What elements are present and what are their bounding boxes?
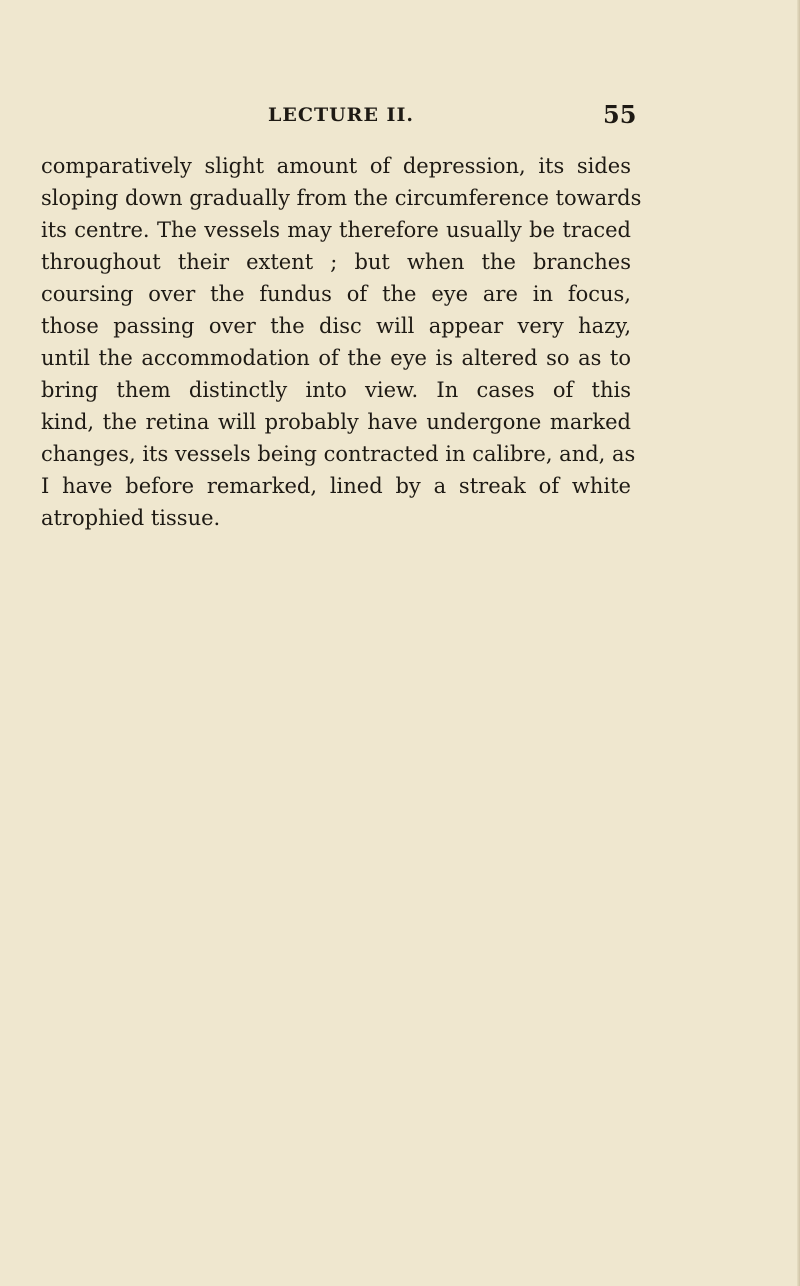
text-line: throughout their extent ; but when the branches: [41, 250, 631, 274]
text-line: until the accommodation of the eye is altered so as to: [41, 346, 631, 370]
text-line: sloping down gradually from the circumference towards: [41, 186, 642, 210]
text-line: comparatively slight amount of depression, its sides: [41, 154, 631, 178]
text-line: kind, the retina will probably have undergone marked: [41, 410, 631, 434]
running-head: [0, 100, 800, 134]
page-number: 55: [603, 100, 637, 129]
text-line: I have before remarked, lined by a streak of white: [41, 474, 631, 498]
running-title: LECTURE II.: [268, 104, 414, 126]
text-line-last: atrophied tissue.: [41, 506, 221, 530]
text-line: its centre. The vessels may therefore usually be traced: [41, 218, 631, 242]
text-line: those passing over the disc will appear very hazy,: [41, 314, 631, 338]
text-line: changes, its vessels being contracted in calibre, and, as: [41, 442, 636, 466]
text-line: coursing over the fundus of the eye are in focus,: [41, 282, 631, 306]
body-paragraph: [41, 150, 642, 534]
text-line: bring them distinctly into view. In cases of this: [41, 378, 631, 402]
